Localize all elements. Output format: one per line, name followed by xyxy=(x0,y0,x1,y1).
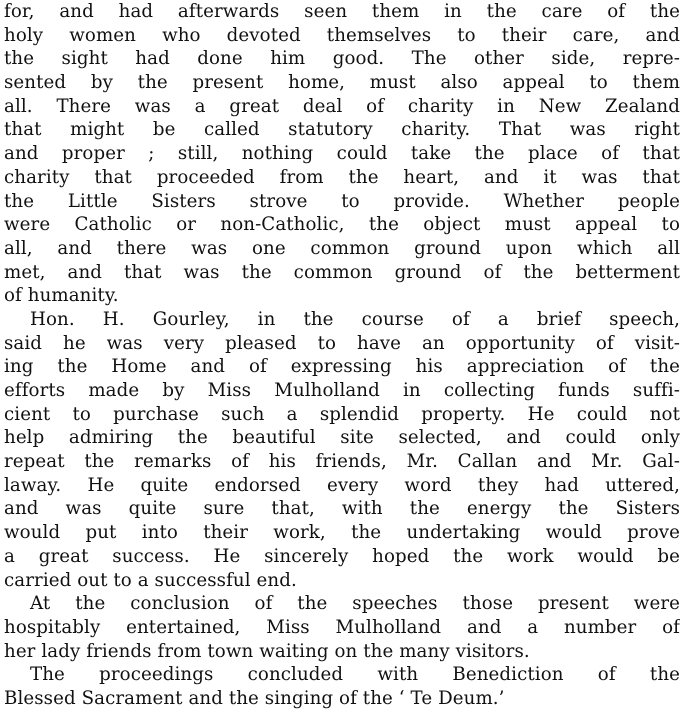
text-line: for, and had afterwards seen them in the care of the xyxy=(4,1,680,22)
text-line: all. There was a great deal of charity in New Zealand xyxy=(4,95,680,117)
text-line: and proper ; still, nothing could take the place of that xyxy=(4,143,680,165)
text-line: that might be called statutory charity. That was right xyxy=(4,119,680,141)
text-line: carried out to a successful end. xyxy=(4,569,297,591)
text-line: of humanity. xyxy=(4,285,119,307)
text-line: and was quite sure that, with the energy the Sisters xyxy=(4,498,680,520)
paragraph-charity xyxy=(4,0,680,308)
text-line: charity that proceeded from the heart, and it was that xyxy=(4,166,680,188)
text-line: the Little Sisters strove to provide. Whether people xyxy=(4,190,680,212)
text-line: Blessed Sacrament and the singing of the ‘ Te Deum.’ xyxy=(4,687,505,709)
text-line: the sight had done him good. The other side, repre- xyxy=(4,48,680,70)
text-line: all, and there was one common ground upon which all xyxy=(4,237,680,259)
text-line: laway. He quite endorsed every word they had uttered, xyxy=(4,474,680,496)
text-line: repeat the remarks of his friends, Mr. Callan and Mr. Gal- xyxy=(4,451,680,473)
text-line: The proceedings concluded with Benediction of the xyxy=(30,664,680,686)
text-line: hospitably entertained, Miss Mulholland and a number of xyxy=(4,616,680,638)
text-line: would put into their work, the undertaking would prove xyxy=(4,522,680,544)
paragraph-entertainment xyxy=(4,592,680,663)
text-line: ing the Home and of expressing his appreciation of the xyxy=(4,356,680,378)
text-line: At the conclusion of the speeches those present were xyxy=(30,593,680,615)
text-line: met, and that was the common ground of the betterment xyxy=(4,261,680,283)
text-line: cient to purchase such a splendid property. He could not xyxy=(4,403,680,425)
text-line: holy women who devoted themselves to their care, and xyxy=(4,24,680,46)
text-line: her lady friends from town waiting on the many visitors. xyxy=(4,640,530,662)
paragraph-gourley-speech xyxy=(4,308,680,592)
article-column xyxy=(4,0,680,711)
text-line: help admiring the beautiful site selected, and could only xyxy=(4,427,680,449)
text-line: Hon. H. Gourley, in the course of a brief speech, xyxy=(30,308,680,330)
text-line: were Catholic or non-Catholic, the object must appeal to xyxy=(4,214,680,236)
text-line: a great success. He sincerely hoped the work would be xyxy=(4,545,680,567)
paragraph-benediction xyxy=(4,663,680,710)
text-line: sented by the present home, must also appeal to them xyxy=(4,72,680,94)
text-line: efforts made by Miss Mulholland in collecting funds suffi- xyxy=(4,380,680,401)
text-line: said he was very pleased to have an opportunity of visit- xyxy=(4,332,680,354)
